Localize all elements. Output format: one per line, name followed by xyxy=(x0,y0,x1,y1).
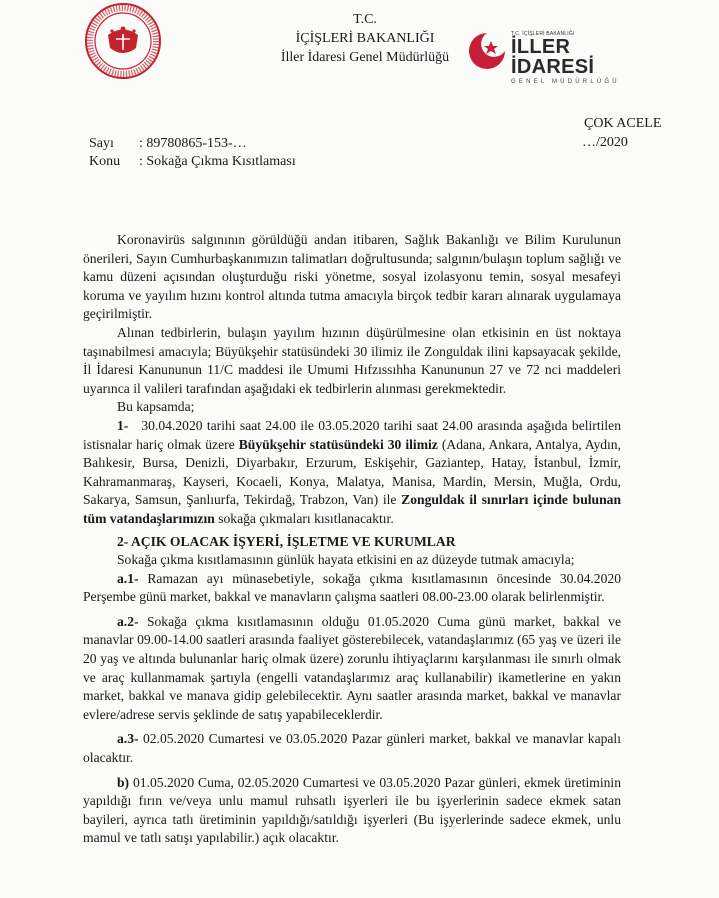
item-a3-label: a.3- xyxy=(117,731,139,747)
section-1-number: 1- xyxy=(117,417,129,433)
item-b-label: b) xyxy=(117,774,130,790)
item-a2-text: Sokağa çıkma kısıtlamasının olduğu 01.05.2020 Cuma günü market, bakkal ve manavlar 09.00-14.00 saatleri arasında faaliyet gösterebilecek, vatandaşlarımız (65 yaş ve üzeri ile 20 yaş ve altında bulunanlar hariç olmak üzere) zorunlu ihtiyaçlarını karşılanması ile sınırlı olmak ve araç kullanmamak şartıyla (engelli vatandaşlarımız araç kullanabilir) ikametlerine en yakın market, bakkal ve manava gidip gelebilecektir. Aynı saatler arasında market, bakkal ve manavlar evlere/adrese servis şeklinde de satış yapabileceklerdir. xyxy=(83,613,621,722)
ministry-header xyxy=(270,10,460,67)
logo-swoosh-icon xyxy=(467,31,507,71)
logo-sub-text: GENEL MÜDÜRLÜĞÜ xyxy=(511,79,620,85)
reference-number-row xyxy=(89,136,247,152)
urgency-label: ÇOK ACELE xyxy=(584,116,662,131)
subject-label: Konu xyxy=(89,154,121,169)
logo-main-text: İLLER İDARESİ xyxy=(511,36,595,78)
section-1 xyxy=(83,417,621,529)
reference-label: Sayı xyxy=(89,136,114,151)
iller-idaresi-logo xyxy=(467,27,627,85)
subject-row xyxy=(89,154,296,170)
paragraph-scope: Bu kapsamda; xyxy=(117,399,195,415)
section-1-text-c: sokağa çıkmaları kısıtlanacaktır. xyxy=(214,510,394,526)
subject-value: : Sokağa Çıkma Kısıtlaması xyxy=(139,154,296,169)
logo-small-text: T.C. İÇİŞLERİ BAKANLIĞI xyxy=(511,31,575,37)
item-a3-text: 02.05.2020 Cumartesi ve 03.05.2020 Pazar günleri market, bakkal ve manavlar kapalı olacaktır. xyxy=(83,731,621,766)
header-directorate: İller İdaresi Genel Müdürlüğü xyxy=(280,50,450,65)
paragraph-measures: Alınan tedbirlerin, bulaşın yayılım hızının düşürülmesine olan etkisinin en üst noktaya taşınabilmesi amacıyla; Büyükşehir statüsündeki 30 ilimiz ile Zonguldak ilini kapsayacak şekilde, İl İdaresi Kanununun 11/C maddesi ile Umumi Hıfzıssıhha Kanununun 27 ve 72 nci maddeleri uyarınca il valileri tarafından aşağıdaki ek tedbirlerin alınması gerekmektedir. xyxy=(83,324,621,396)
section-1-bold-b: Zonguldak il sınırları içinde bulunan tüm vatandaşlarımızın xyxy=(83,492,622,526)
item-a2-label: a.2- xyxy=(117,613,139,629)
section-1-bold-a: Büyükşehir statüsündeki 30 ilimiz xyxy=(238,436,438,452)
section-1-text-a: 30.04.2020 tarihi saat 24.00 ile 03.05.2020 tarihi saat 24.00 arasında aşağıda belirtilen istisnalar hariç olmak üzere xyxy=(83,417,621,452)
reference-value: : 89780865-153-… xyxy=(139,136,247,151)
section-2-heading-text: 2- AÇIK OLACAK İŞYERİ, İŞLETME VE KURUMLAR xyxy=(117,533,456,549)
item-a3 xyxy=(83,730,621,767)
item-a2 xyxy=(83,613,621,725)
header-ministry: İÇİŞLERİ BAKANLIĞI xyxy=(295,31,435,46)
section-1-text-b: (Adana, Ankara, Antalya, Aydın, Balıkesir, Bursa, Denizli, Diyarbakır, Erzurum, Eskişehir, Gaziantep, Hatay, İstanbul, İzmir, Kahramanmaraş, Kayseri, Kocaeli, Konya, Malatya, Manisa, Mardin, Mersin, Muğla, Ordu, Sakarya, Samsun, Şanlıurfa, Tekirdağ, Trabzon, Van) ile xyxy=(83,436,622,508)
item-b xyxy=(83,774,621,848)
item-a1-label: a.1- xyxy=(117,570,139,586)
ministry-seal-logo xyxy=(84,2,162,80)
header-tc: T.C. xyxy=(353,12,377,27)
item-a1-text: Ramazan ayı münasebetiyle, sokağa çıkma kısıtlamasının öncesinde 30.04.2020 Perşembe günü market, bakkal ve manavların çalışma saatleri 08.00-23.00 olarak belirlenmiştir. xyxy=(83,570,621,605)
paragraph-intro: Koronavirüs salgınının görüldüğü andan itibaren, Sağlık Bakanlığı ve Bilim Kurulunun önerileri, Sayın Cumhurbaşkanımızın talimatları doğrultusunda; salgının/bulaşın toplum sağlığı ve kamu düzeni açısından oluşturduğu riski yönetme, sosyal izolasyonu temin, sosyal mesafeyi koruma ve yayılım hızını kontrol altında tutma amacıyla birçok tedbir kararı alınarak uygulamaya geçirilmiştir. xyxy=(83,232,621,322)
section-2-heading xyxy=(83,533,621,552)
item-b-text: 01.05.2020 Cuma, 02.05.2020 Cumartesi ve 03.05.2020 Pazar günleri, ekmek üretiminin yapıldığı fırın ve/veya unlu mamul ruhsatlı işyerleri ile bu işyerlerinin sadece ekmek satan bayileri, ayrıca tatlı üretiminin yapıldığı/satıldığı işyerleri (Bu işyerlerinde sadece ekmek, unlu mamul ve tatlı satışı yapılabilir.) açık olacaktır. xyxy=(83,774,621,846)
document-date: …/2020 xyxy=(582,135,628,150)
section-2-intro: Sokağa çıkma kısıtlamasının günlük hayata etkisini en az düzeyde tutmak amacıyla; xyxy=(117,552,575,568)
item-a1 xyxy=(83,570,621,607)
document-body xyxy=(83,231,621,848)
